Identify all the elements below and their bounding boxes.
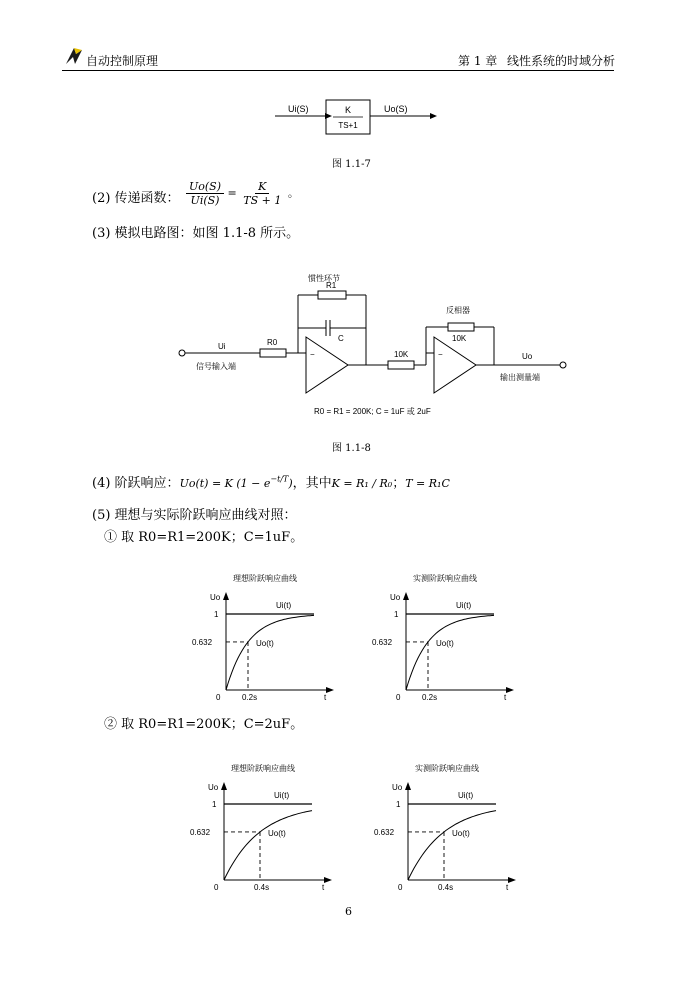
step-close: ) [288, 477, 293, 490]
opamp2-minus: − [438, 350, 443, 359]
ui-label: Ui [218, 342, 226, 351]
uo-response-curve [226, 615, 314, 690]
c-label: C [338, 334, 344, 343]
level-0632-tick: 0.632 [190, 827, 211, 837]
case-1-text: ① 取 R0=R1=200K；C=1uF。 [104, 530, 304, 545]
level-0632-tick: 0.632 [374, 827, 395, 837]
level-one-tick: 1 [212, 800, 217, 809]
y-axis-arrow [221, 782, 227, 790]
x-axis-arrow [326, 687, 334, 693]
plot-title: 理想阶跃响应曲线 [231, 764, 295, 773]
k-definition: K = R₁ / R₀ [331, 477, 393, 490]
r-feedback-10k-label: 10K [452, 334, 467, 343]
time-constant-tick: 0.4s [254, 883, 270, 892]
tf-rhs-num: K [255, 180, 269, 194]
opamp1-minus: − [310, 350, 315, 359]
block-output-label: Uo(S) [384, 104, 408, 114]
x-axis-label: t [504, 693, 507, 702]
item-4-line [92, 472, 450, 491]
ideal-response-plot-2 [188, 762, 338, 894]
origin-label: 0 [398, 883, 403, 892]
level-0632-tick: 0.632 [372, 637, 393, 647]
figure-caption-1-1-8: 图 1.1-8 [332, 443, 371, 454]
measured-response-plot-2 [372, 762, 522, 894]
ideal-response-plot-1 [190, 572, 340, 704]
y-axis-arrow [403, 592, 409, 600]
ui-curve-label: Ui(t) [458, 791, 474, 800]
y-axis-arrow [223, 592, 229, 600]
uo-response-curve [408, 811, 496, 880]
book-title: 自动控制原理 [86, 54, 159, 68]
item-4-label: (4) 阶跃响应： [92, 476, 180, 491]
time-constant-tick: 0.4s [438, 883, 454, 892]
ui-curve-label: Ui(t) [274, 791, 290, 800]
page-number: 6 [345, 905, 352, 918]
step-formula: Uo(t) = K (1 − e [179, 477, 271, 490]
item-4-sep: ； [392, 476, 406, 491]
item-4-where: ，其中 [292, 476, 332, 491]
y-axis-label: Uo [392, 783, 403, 792]
origin-label: 0 [396, 693, 401, 702]
uo-curve-label: Uo(t) [256, 638, 274, 648]
x-axis-arrow [508, 877, 516, 883]
ui-curve-label: Ui(t) [276, 601, 292, 610]
uo-response-curve [224, 811, 312, 880]
inverter-label: 反相器 [446, 306, 470, 315]
chapter-number: 第 1 章 [458, 54, 498, 68]
tf-equals: = [227, 186, 237, 200]
x-axis-label: t [506, 883, 509, 892]
ui-desc: 信号输入端 [196, 362, 236, 371]
r-input-10k-label: 10K [394, 350, 409, 359]
analog-circuit-diagram [170, 265, 580, 425]
measured-response-plot-1 [370, 572, 520, 704]
uo-desc: 输出测量端 [500, 373, 540, 382]
uo-curve-label: Uo(t) [452, 828, 470, 838]
t-definition: T = R₁C [405, 477, 450, 490]
tf-lhs-den: Ui(S) [190, 194, 220, 207]
tf-lhs-num: Uo(S) [186, 180, 224, 194]
book-logo-icon [64, 46, 84, 66]
case-2-text: ② 取 R0=R1=200K；C=2uF。 [104, 717, 304, 732]
level-one-tick: 1 [214, 610, 219, 619]
y-axis-label: Uo [208, 783, 219, 792]
uo-response-curve [406, 615, 494, 690]
level-0632-tick: 0.632 [192, 637, 213, 647]
y-axis-arrow [405, 782, 411, 790]
origin-label: 0 [214, 883, 219, 892]
block-input-label: Ui(S) [288, 104, 309, 114]
step-exponent: −t/T [270, 474, 289, 484]
circuit-params: R0 = R1 = 200K; C = 1uF 或 2uF [314, 407, 431, 416]
origin-label: 0 [216, 693, 221, 702]
tf-rhs-den: TS + 1 [243, 194, 282, 207]
plot-title: 实测阶跃响应曲线 [415, 764, 479, 773]
level-one-tick: 1 [394, 610, 399, 619]
chapter-title: 线性系统的时域分析 [507, 54, 616, 68]
r0-label: R0 [267, 338, 278, 347]
uo-curve-label: Uo(t) [436, 638, 454, 648]
level-one-tick: 1 [396, 800, 401, 809]
x-axis-arrow [324, 877, 332, 883]
block-diagram [270, 96, 445, 142]
item-2-label: (2) 传递函数： [92, 191, 180, 206]
transfer-function [186, 180, 299, 207]
block-numerator: K [344, 105, 352, 115]
r1-label: R1 [326, 281, 337, 290]
time-constant-tick: 0.2s [242, 693, 258, 702]
header-rule [62, 70, 614, 71]
ui-curve-label: Ui(t) [456, 601, 472, 610]
x-axis-label: t [322, 883, 325, 892]
plot-title: 理想阶跃响应曲线 [233, 574, 297, 583]
figure-caption-1-1-7: 图 1.1-7 [332, 159, 371, 170]
item-3-text: (3) 模拟电路图：如图 1.1-8 所示。 [92, 226, 300, 241]
y-axis-label: Uo [210, 593, 221, 602]
inertia-label: 惯性环节 [308, 274, 340, 283]
x-axis-arrow [506, 687, 514, 693]
item-5-title: (5) 理想与实际阶跃响应曲线对照： [92, 508, 297, 523]
plot-title: 实测阶跃响应曲线 [413, 574, 477, 583]
uo-curve-label: Uo(t) [268, 828, 286, 838]
y-axis-label: Uo [390, 593, 401, 602]
x-axis-label: t [324, 693, 327, 702]
time-constant-tick: 0.2s [422, 693, 438, 702]
tf-end: 。 [287, 186, 299, 200]
uo-label: Uo [522, 352, 533, 361]
block-denominator: TS+1 [338, 121, 358, 130]
